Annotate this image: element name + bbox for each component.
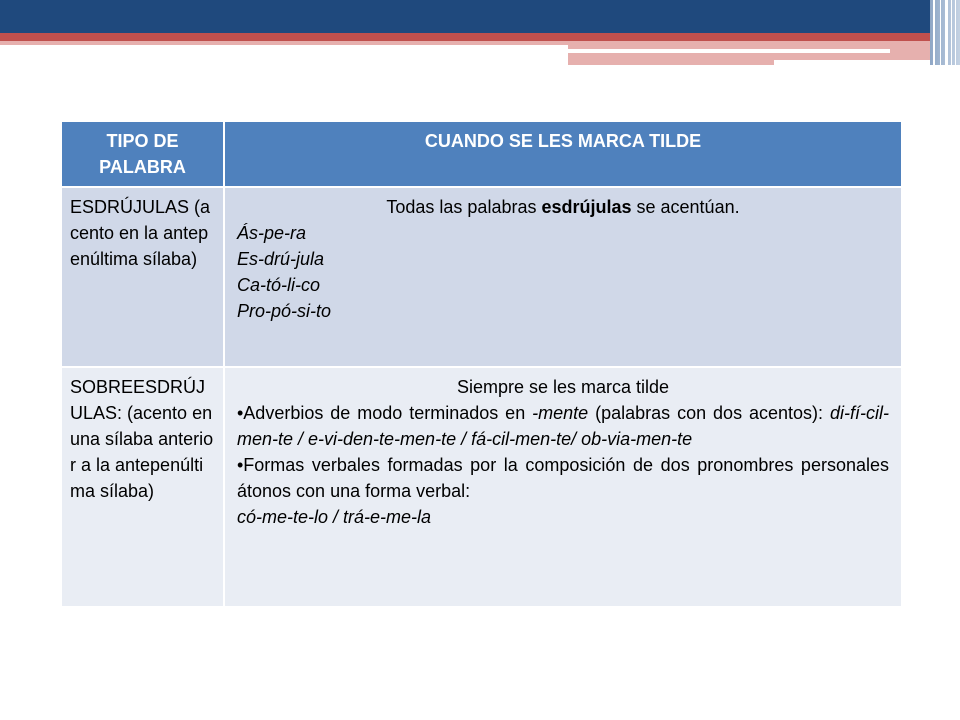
example-word: Ás-pe-ra <box>237 223 307 243</box>
bullet-verb-forms-examples: có-me-te-lo / trá-e-me-la <box>237 507 432 527</box>
table-header-row <box>61 121 902 187</box>
bullet-adverbs-suffix: -mente <box>532 403 589 423</box>
header-band <box>0 0 960 33</box>
rule-intro-keyword: esdrújulas <box>541 197 632 217</box>
header-corner-stripe <box>940 0 941 65</box>
rule-cell <box>224 367 902 607</box>
bullet-adverbs-examples: di-fí-cil-men-te / e-vi-den-te-men-te / fá-cil-men-te/ ob-via-men-te <box>237 403 889 449</box>
table-row-esdrujulas <box>61 187 902 367</box>
header-corner-stripe <box>933 0 935 65</box>
rule-intro: Siempre se les marca tilde <box>456 377 670 397</box>
header-accent-pink-left <box>0 41 568 45</box>
column-header-tilde-rule: CUANDO SE LES MARCA TILDE <box>224 121 902 187</box>
header-accent-pink-tip <box>568 60 774 65</box>
header-corner-stripe <box>955 0 956 65</box>
header-corner-stripe <box>951 0 952 65</box>
header-accent-red <box>0 33 960 41</box>
column-header-word-type: TIPO DE PALABRA <box>61 121 224 187</box>
bullet-adverbs-text: •Adverbios de modo terminados en <box>237 403 533 423</box>
word-type-cell: ESDRÚJULAS (acento en la antepenúltima sílaba) <box>61 187 224 367</box>
example-word: Ca-tó-li-co <box>237 275 321 295</box>
rule-cell <box>224 187 902 367</box>
bullet-adverbs-text-mid: (palabras con dos acentos): <box>588 403 830 423</box>
rule-intro <box>237 194 889 220</box>
bullet-adverbs <box>237 400 889 452</box>
rule-intro-text-end: se acentúan. <box>631 197 740 217</box>
example-word: Es-drú-jula <box>237 249 325 269</box>
header-accent-cut <box>568 49 890 53</box>
table-row-sobreesdrujulas <box>61 367 902 607</box>
word-type-cell: SOBREESDRÚJULAS: (acento en una sílaba anterior a la antepenúltima sílaba) <box>61 367 224 607</box>
bullet-verb-forms: •Formas verbales formadas por la composición de dos pronombres personales átonos con una forma verbal: <box>237 455 889 501</box>
header-corner-stripe <box>945 0 948 65</box>
example-word: Pro-pó-si-to <box>237 301 332 321</box>
rule-intro-text: Todas las palabras <box>386 197 542 217</box>
accent-rules-table <box>60 120 903 608</box>
